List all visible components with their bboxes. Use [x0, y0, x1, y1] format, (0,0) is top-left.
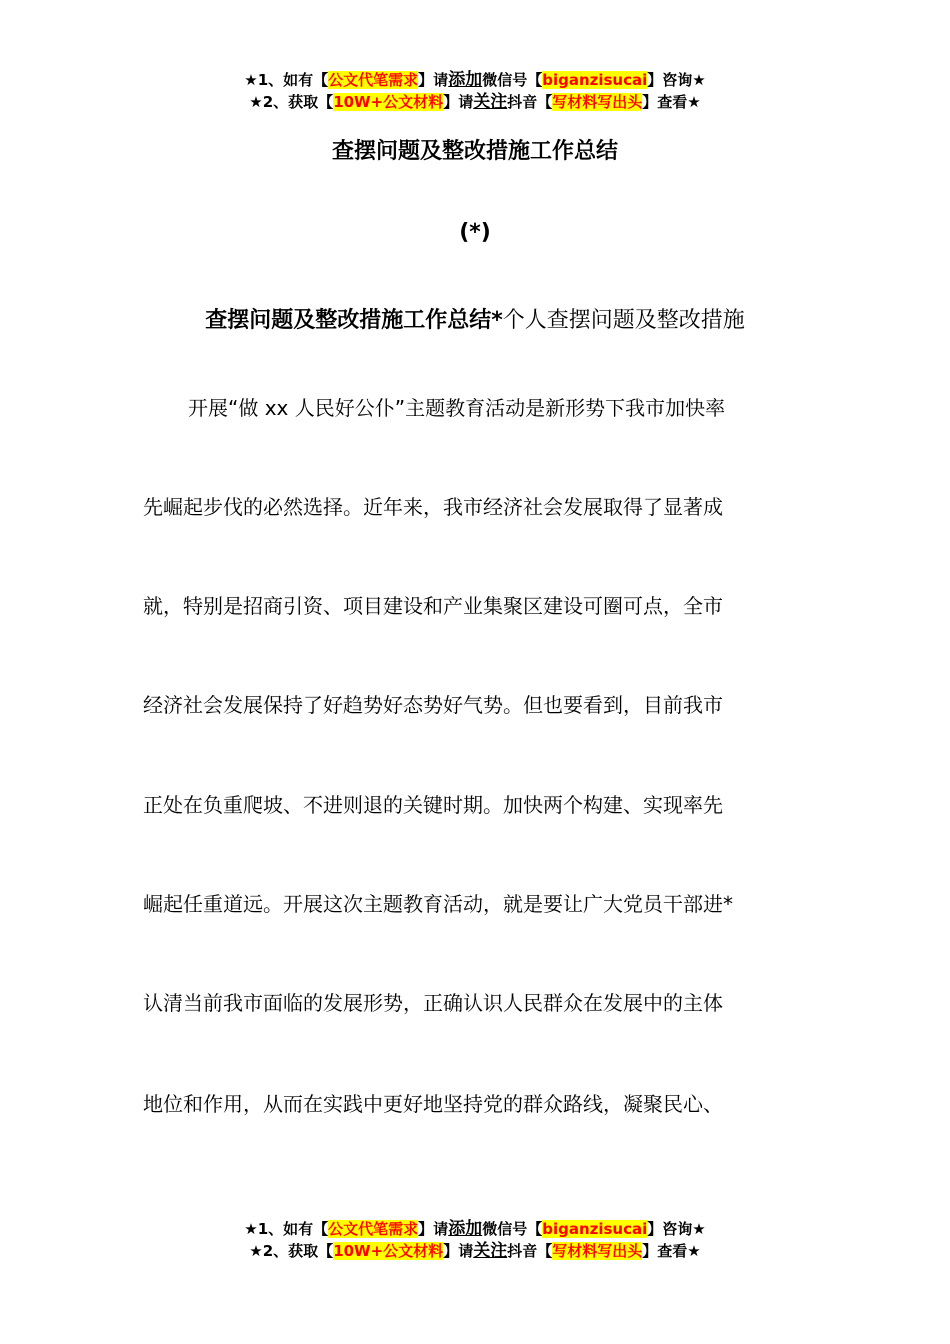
body-line: 地位和作用，从而在实践中更好地坚持党的群众路线，凝聚民心、 — [143, 1092, 723, 1116]
body-line: 经济社会发展保持了好趋势好态势好气势。但也要看到，目前我市 — [143, 693, 723, 717]
wechat-id-highlight: biganzisucai — [542, 1220, 648, 1238]
follow-emphasis: 关注 — [473, 1241, 508, 1261]
douyin-id-highlight: 写材料写出头 — [552, 1242, 643, 1260]
add-emphasis: 添加 — [448, 1219, 483, 1239]
add-emphasis: 添加 — [448, 70, 483, 90]
bottom-banner-line-2: ★2、获取【10W+公文材料】请关注抖音【写材料写出头】查看★ — [249, 1241, 701, 1261]
body-line: 认清当前我市面临的发展形势，正确认识人民群众在发展中的主体 — [143, 991, 723, 1015]
bottom-banner-line-1: ★1、如有【公文代笔需求】请添加微信号【biganzisucai】咨询★ — [244, 1219, 706, 1239]
document-mark: (*) — [459, 220, 491, 245]
top-banner — [0, 69, 950, 113]
document-subtitle — [0, 303, 950, 334]
materials-highlight: 10W+公文材料 — [333, 93, 444, 111]
bottom-banner — [0, 1218, 950, 1262]
body-line: 开展“做 xx 人民好公仆”主题教育活动是新形势下我市加快率 — [188, 396, 726, 420]
top-banner-line-1: ★1、如有【公文代笔需求】请添加微信号【biganzisucai】咨询★ — [244, 70, 706, 90]
subtitle-bold: 查摆问题及整改措施工作总结* — [205, 308, 503, 333]
subtitle-regular: 个人查摆问题及整改措施 — [502, 308, 745, 333]
body-line: 正处在负重爬坡、不进则退的关键时期。加快两个构建、实现率先 — [143, 793, 723, 817]
follow-emphasis: 关注 — [473, 92, 508, 112]
body-line: 就，特别是招商引资、项目建设和产业集聚区建设可圈可点，全市 — [143, 594, 723, 618]
wechat-id-highlight: biganzisucai — [542, 71, 648, 89]
service-highlight: 公文代笔需求 — [328, 1220, 419, 1238]
body-line: 崛起任重道远。开展这次主题教育活动，就是要让广大党员干部进* — [143, 892, 733, 916]
douyin-id-highlight: 写材料写出头 — [552, 93, 643, 111]
service-highlight: 公文代笔需求 — [328, 71, 419, 89]
body-line: 先崛起步伐的必然选择。近年来，我市经济社会发展取得了显著成 — [143, 495, 723, 519]
materials-highlight: 10W+公文材料 — [333, 1242, 444, 1260]
top-banner-line-2: ★2、获取【10W+公文材料】请关注抖音【写材料写出头】查看★ — [249, 92, 701, 112]
document-title: 查摆问题及整改措施工作总结 — [331, 139, 618, 164]
